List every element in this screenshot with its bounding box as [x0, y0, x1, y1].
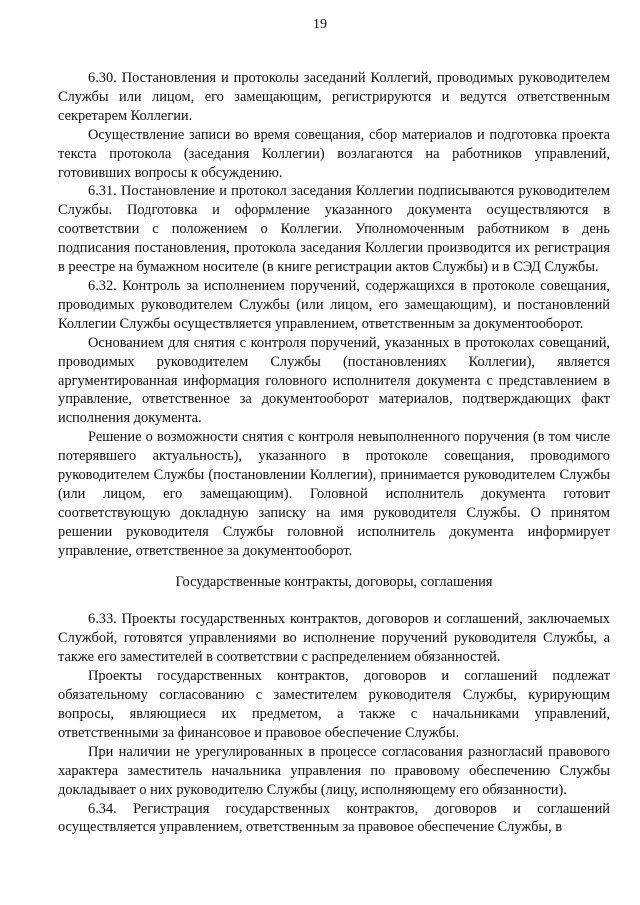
paragraph-6-31: 6.31. Постановление и протокол заседания Коллегии подписываются руководителем Службы. Подготовка и оформление указанного документа осуществляются в соответствии с положением о Коллегии. Уполномоченным работником в день подписания постановления, протокола заседания Коллегии производится их регистрация в реестре на бумажном носителе (в книге регистрации актов Службы) и в СЭД Службы. [58, 183, 610, 276]
paragraph-6-34: 6.34. Регистрация государственных контрактов, договоров и соглашений осуществляется управлением, ответственным за правовое обеспечение Службы, в [58, 800, 610, 836]
paragraph-6-30: 6.30. Постановления и протоколы заседаний Коллегий, проводимых руководителем Службы или лицом, его замещающим, регистрируются и ведутся ответственным секретарем Коллегии. [58, 70, 610, 124]
document-body [58, 69, 610, 837]
paragraph-contract-approval: Проекты государственных контрактов, договоров и соглашений подлежат обязательному согласованию с заместителем руководителя Службы, курирующим вопросы, являющиеся их предметом, а также с начальниками управлений, ответственными за финансовое и правовое обеспечение Службы. [58, 668, 610, 741]
paragraph-control-removal-decision: Решение о возможности снятия с контроля невыполненного поручения (в том числе потерявшего актуальность), указанного в протоколе совещания, проводимого руководителем Службы (постановлении Коллегии), принимается руководителем Службы (или лицом, его замещающим). Головной исполнитель документа готовит соответствующую докладную записку на имя руководителя Службы. О принятом решении руководителя Службы головной исполнитель документа информирует управление, ответственное за документооборот. [58, 429, 610, 559]
section-heading: Государственные контракты, договоры, соглашения [175, 573, 493, 590]
paragraph-legal-disagreements: При наличии не урегулированных в процессе согласования разногласий правового характера заместитель начальника управления по правовому обеспечению Службы докладывает о них руководителю Службы (лицу, исполняющему его обязанности). [58, 743, 610, 798]
paragraph-control-removal-basis: Основанием для снятия с контроля поручений, указанных в протоколах совещаний, проводимых руководителем Службы (постановлениях Коллегии), является аргументированная информация головного исполнителя документа с представлением в управление, ответственное за документооборот материалов, подтверждающих факт исполнения документа. [58, 334, 610, 427]
page-number: 19 [313, 17, 327, 32]
paragraph-6-32: 6.32. Контроль за исполнением поручений, содержащихся в протоколе совещания, проводимых руководителем Службы (или лицом, его замещающим), и постановлений Коллегии Службы осуществляется управлением, ответственным за документооборот. [58, 277, 610, 332]
paragraph-6-33: 6.33. Проекты государственных контрактов, договоров и соглашений, заключаемых Службой, готовятся управлениями во исполнение поручений руководителя Службы, а также его заместителей в соответствии с распределением обязанностей. [58, 611, 610, 666]
paragraph-meeting-minutes-preparation: Осуществление записи во время совещания, сбор материалов и подготовка проекта текста протокола (заседания Коллегии) возлагаются на работников управлений, готовивших вопросы к обсуждению. [58, 126, 610, 181]
